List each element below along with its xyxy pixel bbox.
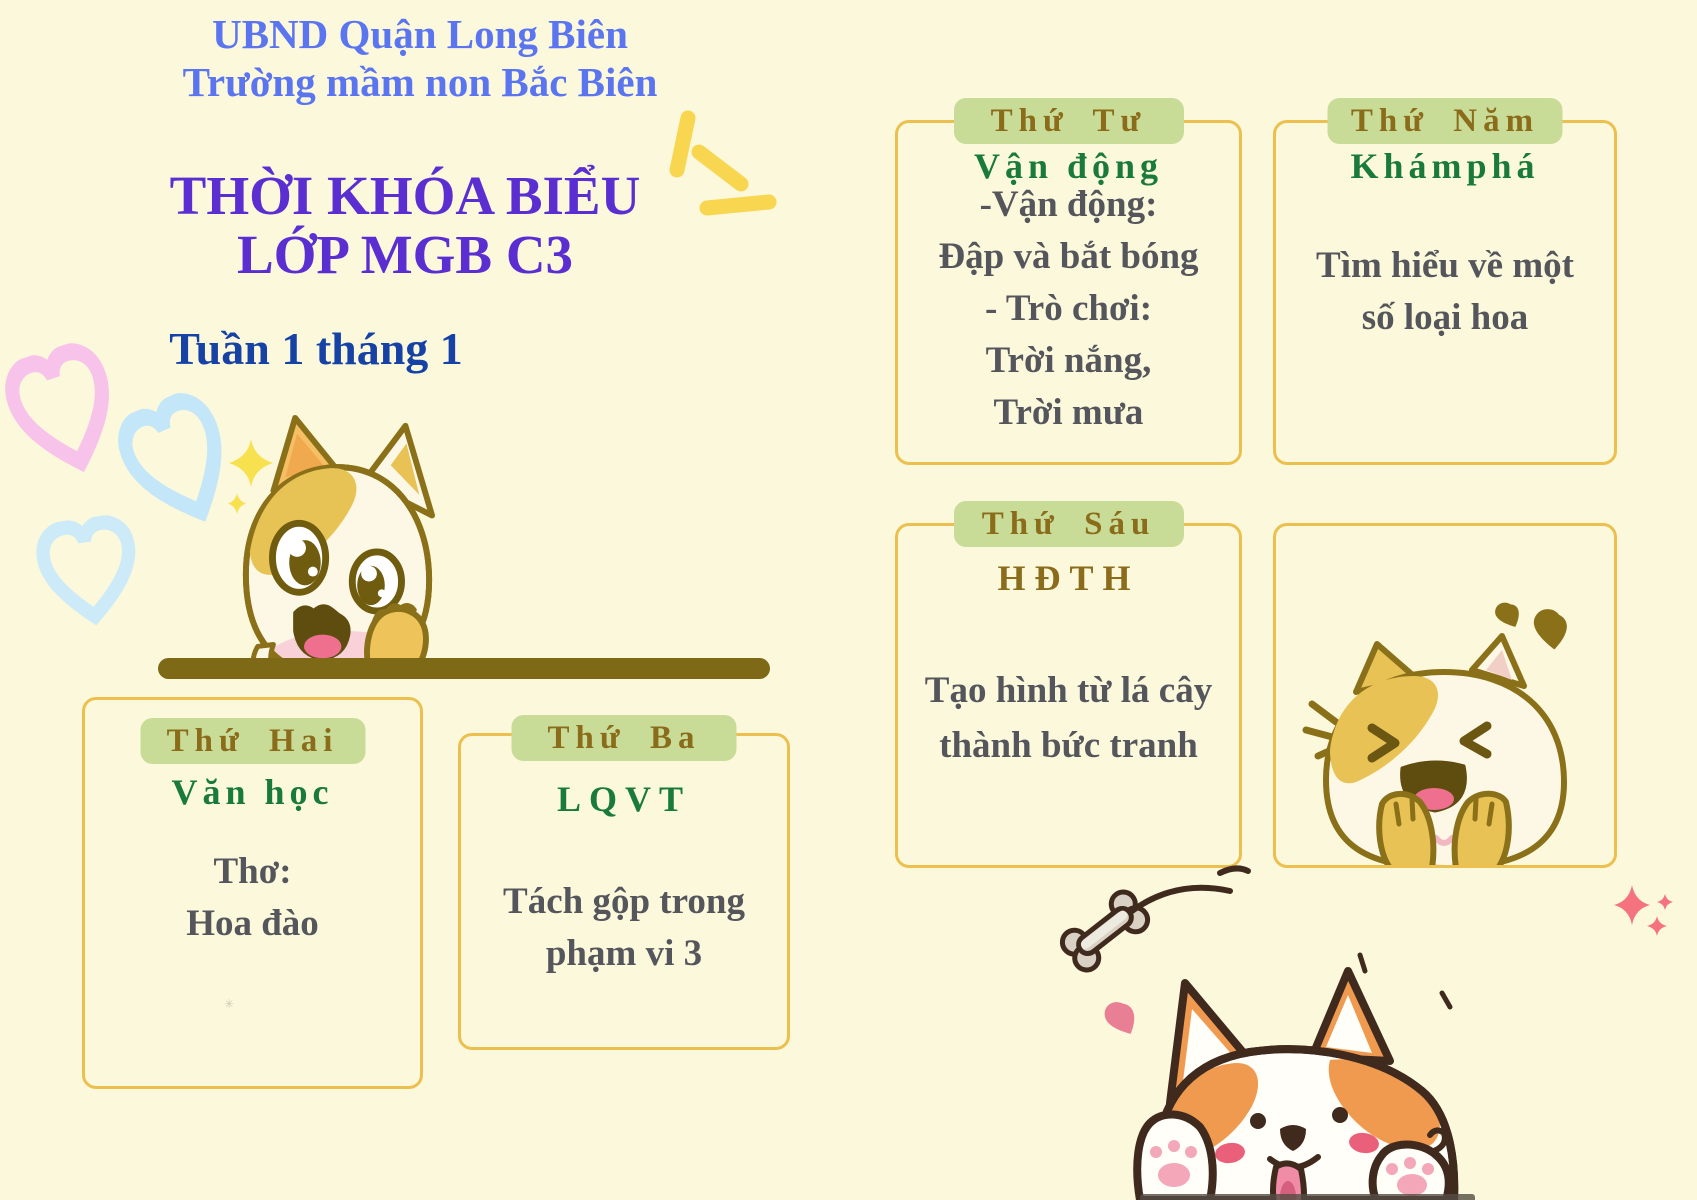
faint-speck: ✳ — [224, 997, 235, 1011]
lesson-line: Trời nắng, — [985, 340, 1152, 381]
lesson-lines — [503, 876, 745, 980]
sun-rays-icon — [663, 108, 793, 226]
card-picture — [1273, 523, 1617, 868]
desk-bar — [158, 658, 770, 679]
lesson-line: phạm vi 3 — [545, 933, 703, 974]
day-badge-tue — [512, 715, 737, 761]
lesson-line: Hoa đào — [186, 903, 319, 944]
title-line2: LỚP MGB C3 — [236, 224, 574, 285]
lesson-line: thành bức tranh — [939, 725, 1198, 766]
day-label: Thứ Hai — [166, 723, 339, 759]
lesson-line: - Trò chơi: — [984, 288, 1153, 329]
bottom-dark-sliver — [1140, 1194, 1475, 1200]
day-label: Thứ Ba — [547, 720, 701, 756]
card-thu-hai — [82, 697, 423, 1089]
lesson-lines — [938, 179, 1198, 439]
lesson-line: Thơ: — [213, 851, 292, 892]
happy-cat-illustration — [1274, 598, 1614, 868]
bone-icon — [1058, 887, 1153, 975]
header-line2: Trường mầm non Bắc Biên — [182, 59, 658, 105]
card-thu-sau — [895, 506, 1242, 868]
week-label: Tuần 1 tháng 1 — [169, 323, 463, 374]
lesson-lines — [186, 846, 319, 950]
day-label: Thứ Sáu — [981, 506, 1156, 542]
day-badge-fri — [954, 501, 1184, 547]
lesson-lines — [1316, 240, 1574, 344]
light-blue-heart-icon — [31, 511, 148, 636]
card-thu-nam — [1273, 103, 1617, 465]
day-badge-mon — [140, 718, 365, 764]
lesson-line: Tách gộp trong — [503, 881, 745, 922]
lesson-line: Tạo hình từ lá cây — [924, 670, 1213, 711]
corgi-illustration — [1030, 855, 1490, 1200]
lesson-lines — [925, 663, 1212, 773]
subject-label: HĐTH — [997, 558, 1140, 598]
pink-sparkle-icon — [1612, 868, 1697, 946]
subject-label: LQVT — [556, 779, 692, 819]
card-thu-tu — [895, 103, 1242, 465]
school-header — [150, 10, 690, 106]
subject-label: Vận động — [973, 146, 1164, 186]
subject-label: Khámphá — [1350, 146, 1540, 186]
lesson-line: Trời mưa — [993, 392, 1144, 433]
day-label: Thứ Năm — [1350, 103, 1540, 139]
main-cat-illustration — [228, 412, 445, 678]
title-line1: THỜI KHÓA BIỂU — [169, 165, 641, 226]
header-line1: UBND Quận Long Biên — [212, 11, 628, 57]
lesson-line: Đập và bắt bóng — [938, 236, 1199, 277]
day-label: Thứ Tư — [990, 103, 1147, 139]
day-badge-wed — [954, 98, 1184, 144]
day-badge-thu — [1328, 98, 1563, 144]
subject-label: Văn học — [171, 772, 334, 812]
lesson-line: -Vận động: — [979, 184, 1158, 225]
lesson-line: Tìm hiểu về một — [1316, 245, 1574, 286]
lesson-line: số loại hoa — [1361, 297, 1529, 338]
page-title — [115, 166, 695, 284]
card-thu-ba — [458, 720, 790, 1050]
